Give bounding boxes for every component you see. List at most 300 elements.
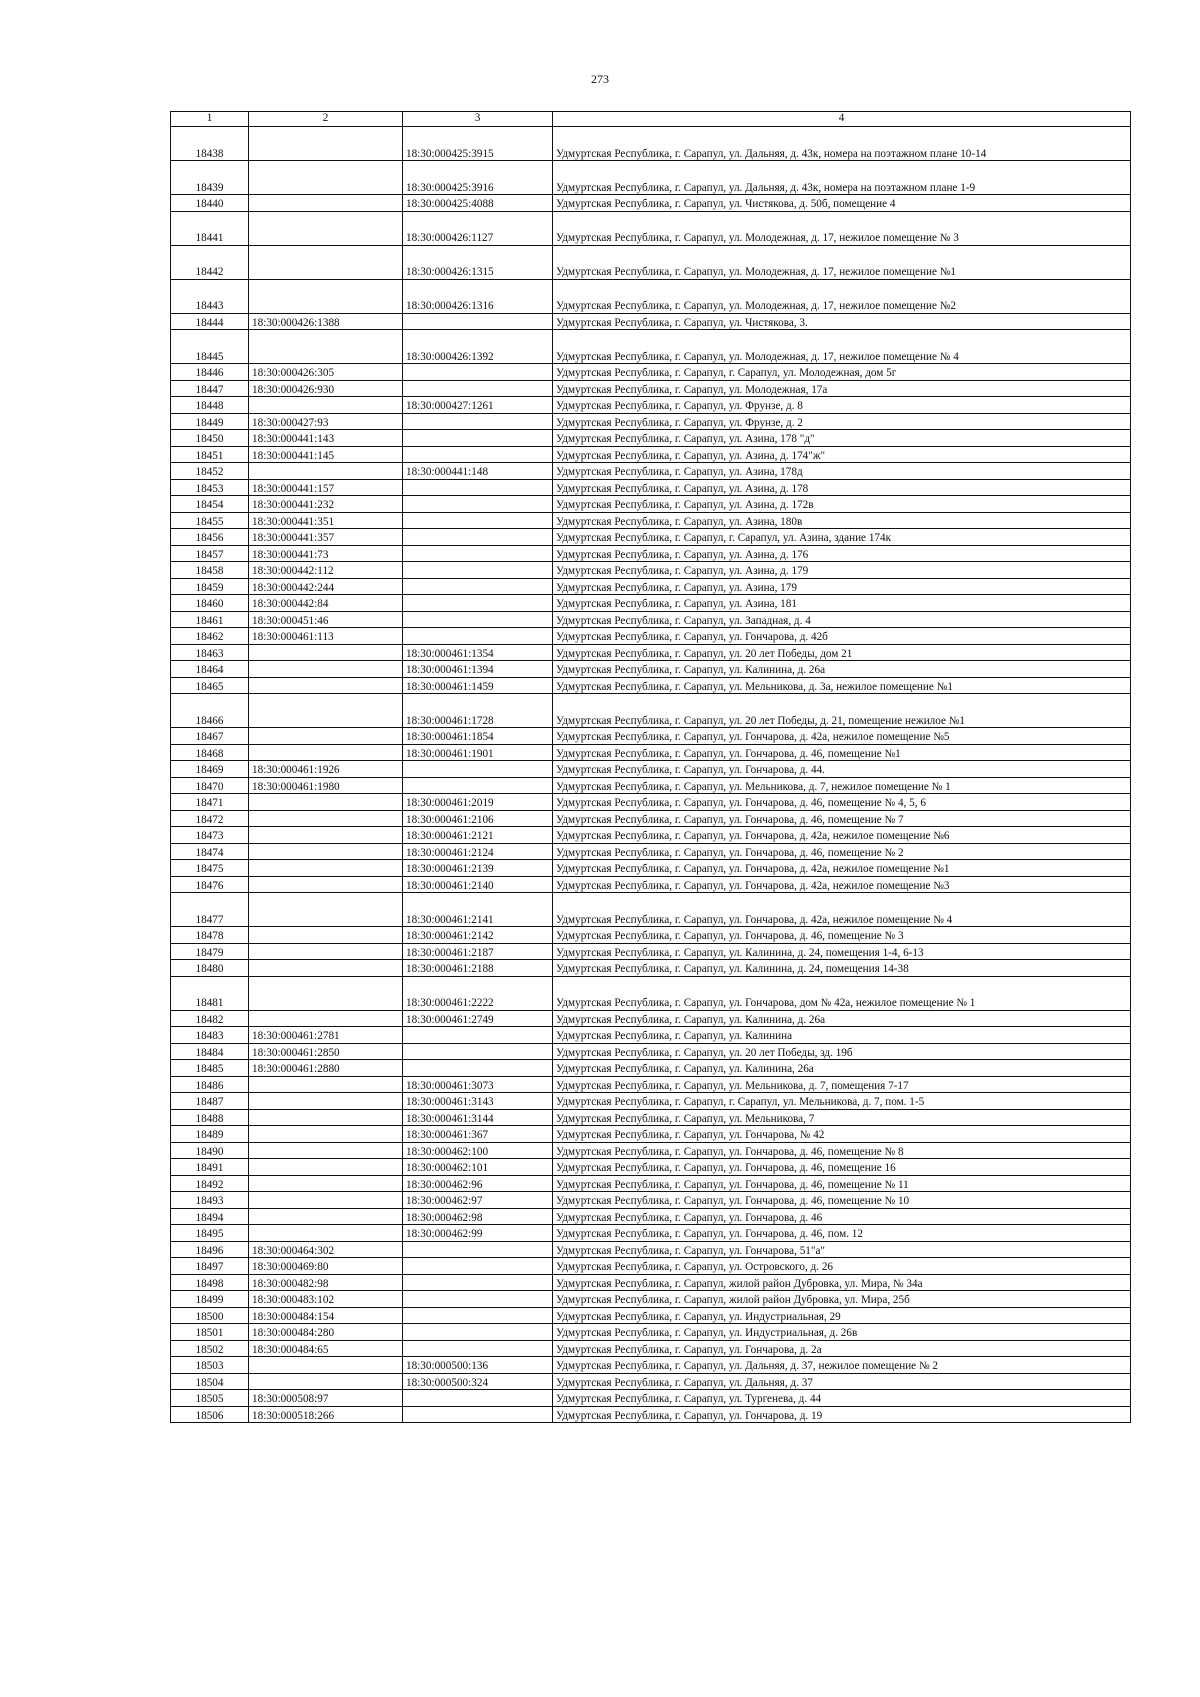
cadastral-number-cell: 18:30:000442:84	[249, 595, 403, 612]
cadastral-number-cell	[249, 1208, 403, 1225]
row-number-cell: 18476	[171, 876, 249, 893]
cadastral-number-cell: 18:30:000427:93	[249, 413, 403, 430]
row-number-cell: 18467	[171, 728, 249, 745]
table-row	[171, 1307, 1131, 1324]
address-cell: Удмуртская Республика, г. Сарапул, ул. Фрунзе, д. 2	[553, 413, 1131, 430]
address-cell: Удмуртская Республика, г. Сарапул, ул. Молодежная, д. 17, нежилое помещение № 3	[553, 211, 1131, 245]
table-row	[171, 1357, 1131, 1374]
table-row	[171, 313, 1131, 330]
address-cell: Удмуртская Республика, г. Сарапул, ул. Мельникова, 7	[553, 1109, 1131, 1126]
cadastral-number-cell: 18:30:000461:2850	[249, 1043, 403, 1060]
row-number-cell: 18503	[171, 1357, 249, 1374]
cadastral-number-cell: 18:30:000461:2121	[403, 827, 553, 844]
table-row	[171, 562, 1131, 579]
cadastral-number-cell	[249, 1010, 403, 1027]
row-number-cell: 18490	[171, 1142, 249, 1159]
table-row	[171, 1027, 1131, 1044]
address-cell: Удмуртская Республика, г. Сарапул, ул. Гончарова, д. 46, помещение № 3	[553, 927, 1131, 944]
row-number-cell: 18442	[171, 245, 249, 279]
row-number-cell: 18450	[171, 430, 249, 447]
cadastral-number-cell: 18:30:000442:112	[249, 562, 403, 579]
row-number-cell: 18498	[171, 1274, 249, 1291]
table-row	[171, 1076, 1131, 1093]
address-cell: Удмуртская Республика, г. Сарапул, ул. Молодежная, д. 17, нежилое помещение №1	[553, 245, 1131, 279]
cadastral-number-cell	[249, 843, 403, 860]
table-row	[171, 761, 1131, 778]
row-number-cell: 18452	[171, 463, 249, 480]
table-row	[171, 1175, 1131, 1192]
row-number-cell: 18458	[171, 562, 249, 579]
address-cell: Удмуртская Республика, г. Сарапул, ул. Азина, д. 178	[553, 479, 1131, 496]
row-number-cell: 18465	[171, 677, 249, 694]
table-row	[171, 1241, 1131, 1258]
address-cell: Удмуртская Республика, г. Сарапул, г. Сарапул, ул. Мельникова, д. 7, пом. 1-5	[553, 1093, 1131, 1110]
address-cell: Удмуртская Республика, г. Сарапул, ул. Гончарова, д. 19	[553, 1406, 1131, 1423]
cadastral-number-cell	[249, 279, 403, 313]
row-number-cell: 18504	[171, 1373, 249, 1390]
address-cell: Удмуртская Республика, г. Сарапул, ул. Калинина, д. 26а	[553, 661, 1131, 678]
row-number-cell: 18449	[171, 413, 249, 430]
cadastral-number-cell: 18:30:000461:2140	[403, 876, 553, 893]
row-number-cell: 18457	[171, 545, 249, 562]
cadastral-number-cell: 18:30:000462:99	[403, 1225, 553, 1242]
address-cell: Удмуртская Республика, г. Сарапул, ул. Дальняя, д. 43к, номера на поэтажном плане 1-9	[553, 161, 1131, 195]
cadastral-number-cell: 18:30:000426:305	[249, 364, 403, 381]
cadastral-number-cell: 18:30:000462:96	[403, 1175, 553, 1192]
cadastral-number-cell	[403, 380, 553, 397]
cadastral-number-cell: 18:30:000461:2188	[403, 960, 553, 977]
cadastral-number-cell: 18:30:000461:2749	[403, 1010, 553, 1027]
address-cell: Удмуртская Республика, г. Сарапул, ул. Гончарова, д. 44.	[553, 761, 1131, 778]
address-cell: Удмуртская Республика, г. Сарапул, ул. Гончарова, д. 46, помещение № 7	[553, 810, 1131, 827]
address-cell: Удмуртская Республика, г. Сарапул, ул. Западная, д. 4	[553, 611, 1131, 628]
cadastral-number-cell	[403, 545, 553, 562]
row-number-cell: 18497	[171, 1258, 249, 1275]
cadastral-number-cell	[403, 496, 553, 513]
cadastral-number-cell	[249, 860, 403, 877]
row-number-cell: 18496	[171, 1241, 249, 1258]
cadastral-number-cell: 18:30:000461:1854	[403, 728, 553, 745]
cadastral-number-cell	[249, 694, 403, 728]
row-number-cell: 18451	[171, 446, 249, 463]
address-cell: Удмуртская Республика, г. Сарапул, ул. Азина, д. 176	[553, 545, 1131, 562]
row-number-cell: 18460	[171, 595, 249, 612]
cadastral-number-cell: 18:30:000518:266	[249, 1406, 403, 1423]
cadastral-number-cell	[403, 628, 553, 645]
address-cell: Удмуртская Республика, г. Сарапул, ул. Гончарова, 51"а"	[553, 1241, 1131, 1258]
cadastral-number-cell: 18:30:000425:3916	[403, 161, 553, 195]
table-row	[171, 677, 1131, 694]
cadastral-number-cell: 18:30:000484:154	[249, 1307, 403, 1324]
table-row	[171, 430, 1131, 447]
row-number-cell: 18477	[171, 893, 249, 927]
cadastral-number-cell	[249, 677, 403, 694]
table-row	[171, 1208, 1131, 1225]
table-row	[171, 1390, 1131, 1407]
cadastral-number-cell: 18:30:000461:2781	[249, 1027, 403, 1044]
address-cell: Удмуртская Республика, г. Сарапул, ул. Гончарова, д. 46, помещение № 10	[553, 1192, 1131, 1209]
row-number-cell: 18505	[171, 1390, 249, 1407]
cadastral-number-cell	[403, 1274, 553, 1291]
table-row	[171, 744, 1131, 761]
cadastral-number-cell: 18:30:000464:302	[249, 1241, 403, 1258]
cadastral-number-cell	[249, 927, 403, 944]
table-row	[171, 777, 1131, 794]
cadastral-number-cell: 18:30:000462:100	[403, 1142, 553, 1159]
table-row	[171, 364, 1131, 381]
row-number-cell: 18482	[171, 1010, 249, 1027]
cadastral-number-cell	[249, 1175, 403, 1192]
row-number-cell: 18441	[171, 211, 249, 245]
cadastral-number-cell: 18:30:000461:367	[403, 1126, 553, 1143]
cadastral-number-cell	[249, 1225, 403, 1242]
cadastral-number-cell: 18:30:000461:3144	[403, 1109, 553, 1126]
cadastral-number-cell: 18:30:000441:357	[249, 529, 403, 546]
address-cell: Удмуртская Республика, г. Сарапул, ул. 20 лет Победы, д. 21, помещение нежилое №1	[553, 694, 1131, 728]
row-number-cell: 18481	[171, 976, 249, 1010]
row-number-cell: 18471	[171, 794, 249, 811]
row-number-cell: 18438	[171, 127, 249, 161]
table-row	[171, 827, 1131, 844]
table-row	[171, 380, 1131, 397]
address-cell: Удмуртская Республика, г. Сарапул, ул. Молодежная, д. 17, нежилое помещение № 4	[553, 330, 1131, 364]
cadastral-number-cell	[249, 1126, 403, 1143]
row-number-cell: 18446	[171, 364, 249, 381]
table-row	[171, 413, 1131, 430]
address-cell: Удмуртская Республика, г. Сарапул, ул. Гончарова, д. 46, помещение № 8	[553, 1142, 1131, 1159]
table-row	[171, 860, 1131, 877]
address-cell: Удмуртская Республика, г. Сарапул, ул. Азина, 178 "д"	[553, 430, 1131, 447]
table-row	[171, 463, 1131, 480]
address-cell: Удмуртская Республика, г. Сарапул, ул. Индустриальная, д. 26в	[553, 1324, 1131, 1341]
cadastral-number-cell: 18:30:000451:46	[249, 611, 403, 628]
table-row	[171, 595, 1131, 612]
cadastral-number-cell	[403, 446, 553, 463]
row-number-cell: 18439	[171, 161, 249, 195]
table-row	[171, 794, 1131, 811]
row-number-cell: 18468	[171, 744, 249, 761]
column-number: 1	[171, 112, 249, 127]
address-cell: Удмуртская Республика, г. Сарапул, ул. Гончарова, № 42	[553, 1126, 1131, 1143]
address-cell: Удмуртская Республика, г. Сарапул, ул. Азина, д. 179	[553, 562, 1131, 579]
row-number-cell: 18492	[171, 1175, 249, 1192]
cadastral-number-cell	[249, 1159, 403, 1176]
cadastral-number-cell	[403, 313, 553, 330]
address-cell: Удмуртская Республика, г. Сарапул, ул. 20 лет Победы, зд. 19б	[553, 1043, 1131, 1060]
cadastral-number-cell	[403, 1340, 553, 1357]
row-number-cell: 18440	[171, 195, 249, 212]
row-number-cell: 18494	[171, 1208, 249, 1225]
cadastral-number-cell	[403, 761, 553, 778]
cadastral-number-cell	[249, 1093, 403, 1110]
cadastral-number-cell: 18:30:000461:1901	[403, 744, 553, 761]
row-number-cell: 18488	[171, 1109, 249, 1126]
table-row	[171, 279, 1131, 313]
table-row	[171, 1109, 1131, 1126]
address-cell: Удмуртская Республика, г. Сарапул, ул. 20 лет Победы, дом 21	[553, 644, 1131, 661]
cadastral-number-cell	[249, 1373, 403, 1390]
table-row	[171, 1340, 1131, 1357]
table-row	[171, 578, 1131, 595]
cadastral-number-cell: 18:30:000427:1261	[403, 397, 553, 414]
address-cell: Удмуртская Республика, г. Сарапул, ул. Гончарова, д. 42а, нежилое помещение №6	[553, 827, 1131, 844]
cadastral-number-cell	[249, 127, 403, 161]
cadastral-number-cell	[249, 211, 403, 245]
address-cell: Удмуртская Республика, г. Сарапул, ул. Азина, 181	[553, 595, 1131, 612]
table-row	[171, 661, 1131, 678]
column-number: 3	[403, 112, 553, 127]
row-number-cell: 18455	[171, 512, 249, 529]
row-number-cell: 18461	[171, 611, 249, 628]
address-cell: Удмуртская Республика, г. Сарапул, ул. Гончарова, д. 42б	[553, 628, 1131, 645]
cadastral-number-cell: 18:30:000426:1127	[403, 211, 553, 245]
address-cell: Удмуртская Республика, г. Сарапул, ул. Гончарова, д. 42а, нежилое помещение №1	[553, 860, 1131, 877]
cadastral-number-cell: 18:30:000426:930	[249, 380, 403, 397]
property-register-table	[170, 111, 1131, 1423]
row-number-cell: 18447	[171, 380, 249, 397]
address-cell: Удмуртская Республика, г. Сарапул, ул. Гончарова, дом № 42а, нежилое помещение № 1	[553, 976, 1131, 1010]
address-cell: Удмуртская Республика, г. Сарапул, ул. Мельникова, д. 7, помещения 7-17	[553, 1076, 1131, 1093]
address-cell: Удмуртская Республика, г. Сарапул, ул. Калинина, 26а	[553, 1060, 1131, 1077]
address-cell: Удмуртская Республика, г. Сарапул, ул. Гончарова, д. 46, помещение № 2	[553, 843, 1131, 860]
table-row	[171, 1373, 1131, 1390]
cadastral-number-cell: 18:30:000441:232	[249, 496, 403, 513]
cadastral-number-cell	[249, 1109, 403, 1126]
row-number-cell: 18479	[171, 943, 249, 960]
row-number-cell: 18473	[171, 827, 249, 844]
cadastral-number-cell: 18:30:000425:4088	[403, 195, 553, 212]
cadastral-number-cell	[403, 430, 553, 447]
cadastral-number-cell	[249, 245, 403, 279]
table-row	[171, 893, 1131, 927]
table-row	[171, 161, 1131, 195]
row-number-cell: 18456	[171, 529, 249, 546]
cadastral-number-cell	[403, 512, 553, 529]
cadastral-number-cell	[403, 413, 553, 430]
cadastral-number-cell: 18:30:000461:2124	[403, 843, 553, 860]
cadastral-number-cell: 18:30:000461:2139	[403, 860, 553, 877]
table-row	[171, 644, 1131, 661]
cadastral-number-cell: 18:30:000426:1316	[403, 279, 553, 313]
table-row	[171, 397, 1131, 414]
cadastral-number-cell: 18:30:000461:1728	[403, 694, 553, 728]
table-row	[171, 728, 1131, 745]
table-row	[171, 976, 1131, 1010]
table-row	[171, 496, 1131, 513]
address-cell: Удмуртская Республика, г. Сарапул, г. Сарапул, ул. Молодежная, дом 5г	[553, 364, 1131, 381]
table-row	[171, 479, 1131, 496]
cadastral-number-cell	[249, 728, 403, 745]
address-cell: Удмуртская Республика, г. Сарапул, ул. Тургенева, д. 44	[553, 1390, 1131, 1407]
cadastral-number-cell	[403, 1291, 553, 1308]
row-number-cell: 18454	[171, 496, 249, 513]
address-cell: Удмуртская Республика, г. Сарапул, ул. Мельникова, д. 3а, нежилое помещение №1	[553, 677, 1131, 694]
cadastral-number-cell: 18:30:000461:113	[249, 628, 403, 645]
cadastral-number-cell: 18:30:000484:280	[249, 1324, 403, 1341]
cadastral-number-cell	[249, 644, 403, 661]
cadastral-number-cell	[249, 744, 403, 761]
address-cell: Удмуртская Республика, г. Сарапул, ул. Гончарова, д. 46, помещение № 11	[553, 1175, 1131, 1192]
address-cell: Удмуртская Республика, г. Сарапул, ул. Калинина	[553, 1027, 1131, 1044]
row-number-cell: 18459	[171, 578, 249, 595]
row-number-cell: 18495	[171, 1225, 249, 1242]
cadastral-number-cell	[249, 195, 403, 212]
address-cell: Удмуртская Республика, г. Сарапул, жилой район Дубровка, ул. Мира, № 34а	[553, 1274, 1131, 1291]
row-number-cell: 18485	[171, 1060, 249, 1077]
table-row	[171, 446, 1131, 463]
cadastral-number-cell: 18:30:000425:3915	[403, 127, 553, 161]
row-number-cell: 18443	[171, 279, 249, 313]
cadastral-number-cell	[249, 1192, 403, 1209]
cadastral-number-cell	[403, 1241, 553, 1258]
cadastral-number-cell	[249, 1076, 403, 1093]
table-row	[171, 1126, 1131, 1143]
address-cell: Удмуртская Республика, г. Сарапул, ул. Чистякова, д. 50б, помещение 4	[553, 195, 1131, 212]
row-number-cell: 18483	[171, 1027, 249, 1044]
cadastral-number-cell	[403, 1027, 553, 1044]
address-cell: Удмуртская Республика, г. Сарапул, ул. Гончарова, д. 42а, нежилое помещение №5	[553, 728, 1131, 745]
cadastral-number-cell: 18:30:000461:2187	[403, 943, 553, 960]
cadastral-number-cell	[249, 794, 403, 811]
row-number-cell: 18474	[171, 843, 249, 860]
cadastral-number-cell: 18:30:000462:101	[403, 1159, 553, 1176]
row-number-cell: 18463	[171, 644, 249, 661]
row-number-cell: 18472	[171, 810, 249, 827]
cadastral-number-cell: 18:30:000462:98	[403, 1208, 553, 1225]
address-cell: Удмуртская Республика, г. Сарапул, жилой район Дубровка, ул. Мира, 25б	[553, 1291, 1131, 1308]
cadastral-number-cell	[249, 1142, 403, 1159]
cadastral-number-cell: 18:30:000426:1388	[249, 313, 403, 330]
row-number-cell: 18487	[171, 1093, 249, 1110]
cadastral-number-cell: 18:30:000469:80	[249, 1258, 403, 1275]
row-number-cell: 18475	[171, 860, 249, 877]
address-cell: Удмуртская Республика, г. Сарапул, ул. Дальняя, д. 43к, номера на поэтажном плане 10-14	[553, 127, 1131, 161]
row-number-cell: 18445	[171, 330, 249, 364]
cadastral-number-cell: 18:30:000483:102	[249, 1291, 403, 1308]
table-row	[171, 1406, 1131, 1423]
cadastral-number-cell	[249, 810, 403, 827]
cadastral-number-cell	[249, 827, 403, 844]
address-cell: Удмуртская Республика, г. Сарапул, ул. Молодежная, 17а	[553, 380, 1131, 397]
cadastral-number-cell: 18:30:000462:97	[403, 1192, 553, 1209]
cadastral-number-cell: 18:30:000461:1394	[403, 661, 553, 678]
row-number-cell: 18500	[171, 1307, 249, 1324]
address-cell: Удмуртская Республика, г. Сарапул, ул. Дальняя, д. 37, нежилое помещение № 2	[553, 1357, 1131, 1374]
cadastral-number-cell	[403, 578, 553, 595]
cadastral-number-cell	[403, 1307, 553, 1324]
row-number-cell: 18448	[171, 397, 249, 414]
row-number-cell: 18501	[171, 1324, 249, 1341]
row-number-cell: 18466	[171, 694, 249, 728]
table-row	[171, 1060, 1131, 1077]
address-cell: Удмуртская Республика, г. Сарапул, ул. Дальняя, д. 37	[553, 1373, 1131, 1390]
cadastral-number-cell: 18:30:000461:2222	[403, 976, 553, 1010]
table-row	[171, 1093, 1131, 1110]
cadastral-number-cell: 18:30:000482:98	[249, 1274, 403, 1291]
table-row	[171, 1274, 1131, 1291]
cadastral-number-cell	[249, 330, 403, 364]
address-cell: Удмуртская Республика, г. Сарапул, ул. Молодежная, д. 17, нежилое помещение №2	[553, 279, 1131, 313]
address-cell: Удмуртская Республика, г. Сарапул, ул. Гончарова, д. 42а, нежилое помещение №3	[553, 876, 1131, 893]
cadastral-number-cell	[249, 943, 403, 960]
cadastral-number-cell: 18:30:000461:1980	[249, 777, 403, 794]
table-row	[171, 876, 1131, 893]
table-row	[171, 529, 1131, 546]
table-row	[171, 960, 1131, 977]
address-cell: Удмуртская Республика, г. Сарапул, ул. Калинина, д. 24, помещения 14-38	[553, 960, 1131, 977]
cadastral-number-cell	[249, 976, 403, 1010]
row-number-cell: 18480	[171, 960, 249, 977]
address-cell: Удмуртская Республика, г. Сарапул, ул. Гончарова, д. 46, пом. 12	[553, 1225, 1131, 1242]
cadastral-number-cell	[249, 960, 403, 977]
page-number: 273	[591, 72, 609, 86]
cadastral-number-cell: 18:30:000442:244	[249, 578, 403, 595]
cadastral-number-cell	[403, 1406, 553, 1423]
cadastral-number-cell	[249, 893, 403, 927]
address-cell: Удмуртская Республика, г. Сарапул, ул. Индустриальная, 29	[553, 1307, 1131, 1324]
cadastral-number-cell: 18:30:000441:143	[249, 430, 403, 447]
cadastral-number-cell: 18:30:000461:2106	[403, 810, 553, 827]
address-cell: Удмуртская Республика, г. Сарапул, ул. Фрунзе, д. 8	[553, 397, 1131, 414]
cadastral-number-cell	[403, 777, 553, 794]
row-number-cell: 18502	[171, 1340, 249, 1357]
address-cell: Удмуртская Республика, г. Сарапул, ул. Калинина, д. 26а	[553, 1010, 1131, 1027]
address-cell: Удмуртская Республика, г. Сарапул, ул. Азина, д. 172в	[553, 496, 1131, 513]
table-row	[171, 1010, 1131, 1027]
cadastral-number-cell: 18:30:000461:2880	[249, 1060, 403, 1077]
address-cell: Удмуртская Республика, г. Сарапул, ул. Островского, д. 26	[553, 1258, 1131, 1275]
address-cell: Удмуртская Республика, г. Сарапул, ул. Мельникова, д. 7, нежилое помещение № 1	[553, 777, 1131, 794]
table-row	[171, 330, 1131, 364]
cadastral-number-cell	[403, 562, 553, 579]
row-number-cell: 18478	[171, 927, 249, 944]
cadastral-number-cell: 18:30:000461:1354	[403, 644, 553, 661]
table-body	[171, 127, 1131, 1423]
cadastral-number-cell: 18:30:000500:136	[403, 1357, 553, 1374]
table-row	[171, 211, 1131, 245]
cadastral-number-cell	[403, 479, 553, 496]
column-number-row	[171, 112, 1131, 127]
cadastral-number-cell	[403, 595, 553, 612]
row-number-cell: 18493	[171, 1192, 249, 1209]
address-cell: Удмуртская Республика, г. Сарапул, ул. Азина, 179	[553, 578, 1131, 595]
cadastral-number-cell: 18:30:000500:324	[403, 1373, 553, 1390]
table-row	[171, 1159, 1131, 1176]
cadastral-number-cell: 18:30:000461:3073	[403, 1076, 553, 1093]
cadastral-number-cell	[249, 661, 403, 678]
row-number-cell: 18499	[171, 1291, 249, 1308]
table-row	[171, 843, 1131, 860]
cadastral-number-cell: 18:30:000441:73	[249, 545, 403, 562]
table-row	[171, 1142, 1131, 1159]
cadastral-number-cell: 18:30:000441:148	[403, 463, 553, 480]
table-row	[171, 1258, 1131, 1275]
address-cell: Удмуртская Республика, г. Сарапул, г. Сарапул, ул. Азина, здание 174к	[553, 529, 1131, 546]
cadastral-number-cell: 18:30:000461:2019	[403, 794, 553, 811]
cadastral-number-cell	[249, 463, 403, 480]
table-row	[171, 628, 1131, 645]
cadastral-number-cell	[403, 1060, 553, 1077]
cadastral-number-cell	[403, 1324, 553, 1341]
cadastral-number-cell: 18:30:000461:2142	[403, 927, 553, 944]
table-row	[171, 1291, 1131, 1308]
cadastral-number-cell: 18:30:000426:1315	[403, 245, 553, 279]
cadastral-number-cell	[403, 529, 553, 546]
table-row	[171, 943, 1131, 960]
column-number: 2	[249, 112, 403, 127]
table-row	[171, 195, 1131, 212]
cadastral-number-cell: 18:30:000441:351	[249, 512, 403, 529]
